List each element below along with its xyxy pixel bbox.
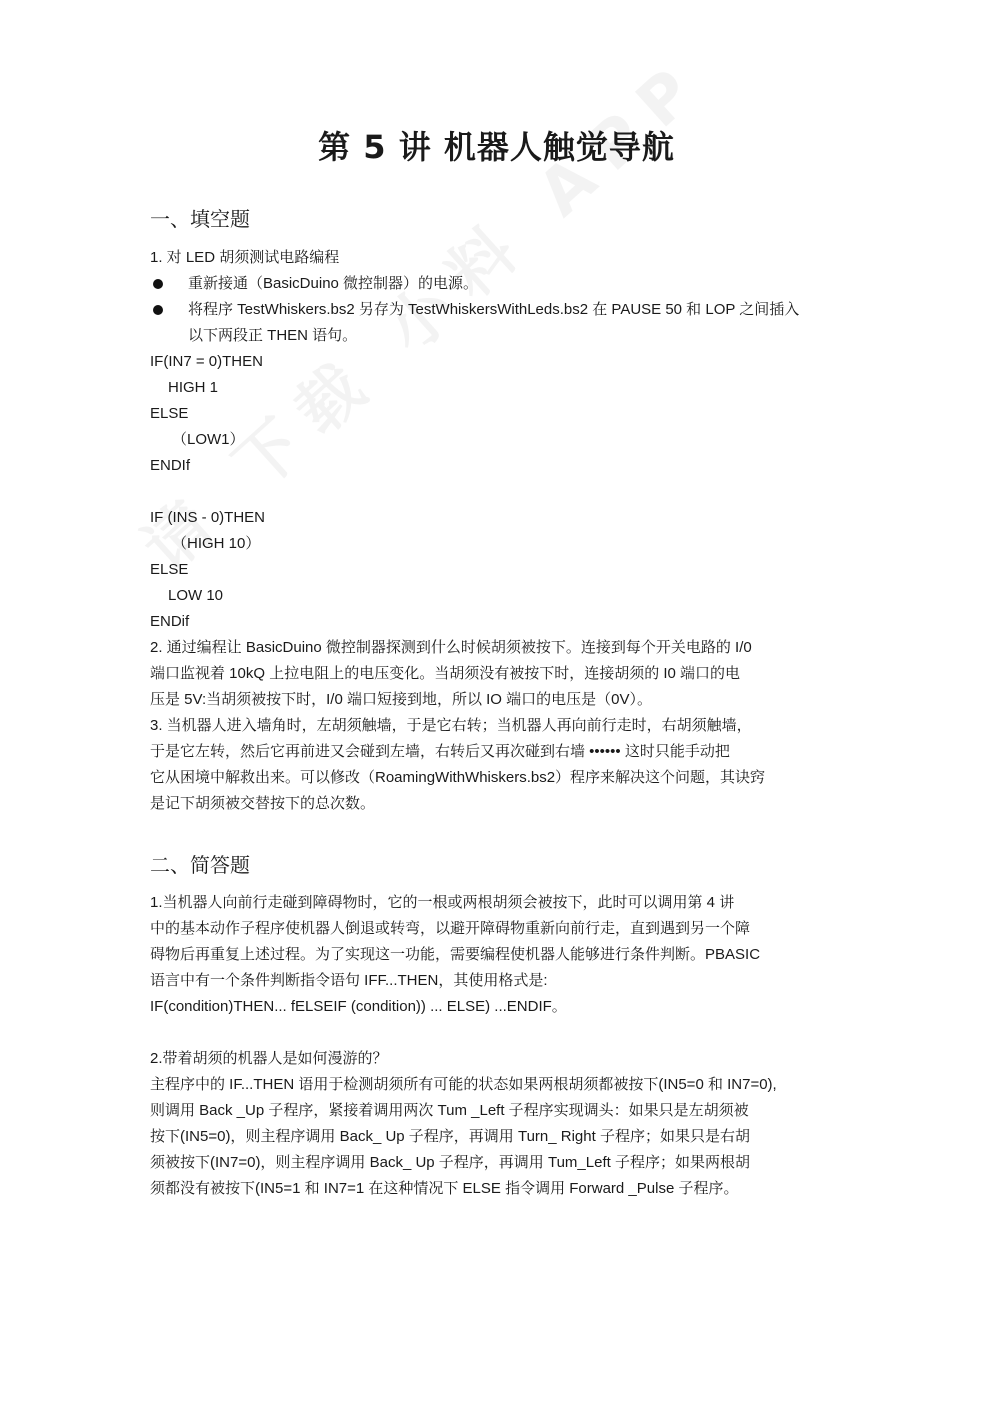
code-line: LOW 10 <box>168 587 224 604</box>
bullet-item <box>150 271 845 297</box>
code-line: IF (INS - 0)THEN <box>150 509 265 526</box>
blank-line <box>150 1020 845 1046</box>
section-short-answer-body <box>150 890 845 1202</box>
bullet-continuation: 以下两段正 THEN 语句。 <box>188 327 358 344</box>
question-1-title: 1. 对 LED 胡须测试电路编程 <box>150 249 340 266</box>
section-heading-short-answer: 二、简答题 <box>150 853 250 877</box>
question-3-line: 它从困境中解救出来。可以修改（RoamingWithWhiskers.bs2）程序来解决这个问题，其诀窍 <box>150 769 766 786</box>
bullet-text: 将程序 TestWhiskers.bs2 另存为 TestWhiskersWithLeds.bs2 在 PAUSE 50 和 LOP 之间插入 <box>188 301 800 318</box>
section-fill-blank-body <box>150 245 845 817</box>
question-2-line: 2. 通过编程让 BasicDuino 微控制器探测到什么时候胡须被按下。连接到每个开关电路的 I/0 <box>150 639 752 656</box>
code-line: （LOW1） <box>172 431 245 448</box>
code-line: （HIGH 10） <box>172 535 261 552</box>
answer-2-line: 主程序中的 IF...THEN 语用于检测胡须所有可能的状态如果两根胡须都被按下(IN5=0 和 IN7=0), <box>150 1076 777 1093</box>
code-line: ENDIf <box>150 457 191 474</box>
code-line: ELSE <box>150 561 189 578</box>
bullet-icon <box>153 279 163 289</box>
answer-2-line: 须被按下(IN7=0)，则主程序调用 Back_ Up 子程序，再调用 Tum_Left 子程序；如果两根胡 <box>150 1154 750 1171</box>
question-2-title: 2.带着胡须的机器人是如何漫游的？ <box>150 1050 388 1067</box>
question-2-line: 端口监视着 10kQ 上拉电阻上的电压变化。当胡须没有被按下时，连接胡须的 I0 端口的电 <box>150 665 741 682</box>
bullet-item <box>150 297 845 323</box>
bullet-text: 重新接通（BasicDuino 微控制器）的电源。 <box>188 275 479 292</box>
question-3-line: 于是它左转，然后它再前进又会碰到左墙，右转后又再次碰到右墙 •••••• 这时只能手动把 <box>150 743 730 760</box>
answer-1-line: IF(condition)THEN... fELSEIF (condition)) ... ELSE) ...ENDIF。 <box>150 998 567 1015</box>
question-3-line: 3. 当机器人进入墙角时，左胡须触墙，于是它右转；当机器人再向前行走时，右胡须触墙， <box>150 717 752 734</box>
question-3-line: 是记下胡须被交替按下的总次数。 <box>150 795 376 812</box>
question-2-line: 压是 5V:当胡须被按下时，I/0 端口短接到地，所以 IO 端口的电压是（0V）。 <box>150 691 652 708</box>
answer-1-line: 碍物后再重复上述过程。为了实现这一功能，需要编程使机器人能够进行条件判断。PBASIC <box>150 946 761 963</box>
code-line: ENDif <box>150 613 190 630</box>
answer-2-line: 须都没有被按下(IN5=1 和 IN7=1 在这种情况下 ELSE 指令调用 Forward _Pulse 子程序。 <box>150 1180 739 1197</box>
bullet-icon <box>153 305 163 315</box>
page-title: 第 5 讲 机器人触觉导航 <box>318 128 675 166</box>
answer-1-line: 1.当机器人向前行走碰到障碍物时，它的一根或两根胡须会被按下，此时可以调用第 4 讲 <box>150 894 735 911</box>
section-heading-fill-blank: 一、填空题 <box>150 207 250 231</box>
answer-2-line: 则调用 Back _Up 子程序，紧接着调用两次 Tum _Left 子程序实现调头：如果只是左胡须被 <box>150 1102 749 1119</box>
blank-line <box>150 479 845 505</box>
code-line: ELSE <box>150 405 189 422</box>
answer-2-line: 按下(IN5=0)，则主程序调用 Back_ Up 子程序，再调用 Turn_ Right 子程序；如果只是右胡 <box>150 1128 750 1145</box>
code-line: IF(IN7 = 0)THEN <box>150 353 263 370</box>
answer-1-line: 语言中有一个条件判断指令语句 IFF...THEN，其使用格式是: <box>150 972 548 989</box>
code-line: HIGH 1 <box>168 379 219 396</box>
answer-1-line: 中的基本动作子程序使机器人倒退或转弯，以避开障碍物重新向前行走，直到遇到另一个障 <box>150 920 751 937</box>
